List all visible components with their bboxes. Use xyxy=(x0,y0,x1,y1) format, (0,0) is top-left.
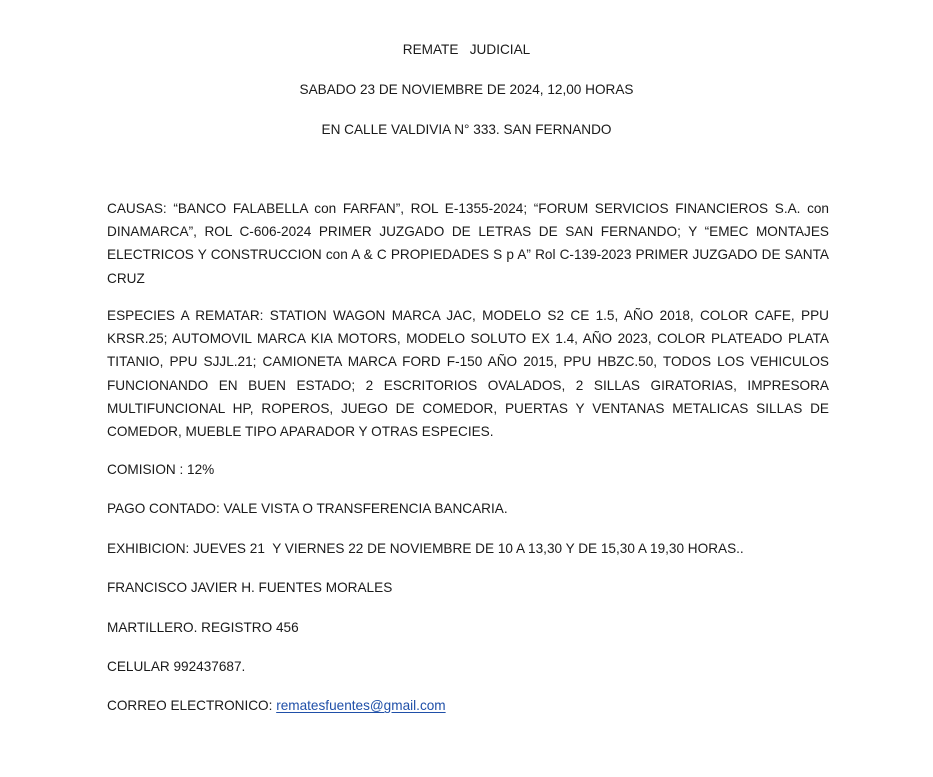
exhibicion-line: EXHIBICION: JUEVES 21 Y VIERNES 22 DE NOVIEMBRE DE 10 A 13,30 Y DE 15,30 A 19,30 HORAS.. xyxy=(107,541,744,556)
causas-paragraph: CAUSAS: “BANCO FALABELLA con FARFAN”, ROL E-1355-2024; “FORUM SERVICIOS FINANCIEROS S.A. con DINAMARCA”, ROL C-606-2024 PRIMER JUZGADO DE LETRAS DE SAN FERNANDO; Y “EMEC MONTAJES ELECTRICOS Y CONSTRUCCION con A & C PROPIEDADES S p A” Rol C-139-2023 PRIMER JUZGADO DE SANTA CRUZ xyxy=(107,201,829,286)
correo-label: CORREO ELECTRONICO: xyxy=(107,698,277,713)
martillero-registro-line: MARTILLERO. REGISTRO 456 xyxy=(107,620,299,635)
martillero-name-line: FRANCISCO JAVIER H. FUENTES MORALES xyxy=(107,580,393,595)
notice-location: EN CALLE VALDIVIA N° 333. SAN FERNANDO xyxy=(321,122,612,137)
celular-line: CELULAR 992437687. xyxy=(107,659,246,674)
notice-title: REMATE JUDICIAL xyxy=(402,42,531,57)
notice-date: SABADO 23 DE NOVIEMBRE DE 2024, 12,00 HORAS xyxy=(299,82,634,97)
comision-line: COMISION : 12% xyxy=(107,462,215,477)
especies-paragraph: ESPECIES A REMATAR: STATION WAGON MARCA JAC, MODELO S2 CE 1.5, AÑO 2018, COLOR CAFE, PPU KRSR.25; AUTOMOVIL MARCA KIA MOTORS, MODELO SOLUTO EX 1.4, AÑO 2023, COLOR PLATEADO PLATA TITANIO, PPU SJJL.21; CAMIONETA MARCA FORD F-150 AÑO 2015, PPU HBZC.50, TODOS LOS VEHICULOS FUNCIONANDO EN BUEN ESTADO; 2 ESCRITORIOS OVALADOS, 2 SILLAS GIRATORIAS, IMPRESORA MULTIFUNCIONAL HP, ROPEROS, JUEGO DE COMEDOR, PUERTAS Y VENTANAS METALICAS SILLAS DE COMEDOR, MUEBLE TIPO APARADOR Y OTRAS ESPECIES. xyxy=(107,308,829,440)
correo-line xyxy=(107,697,446,715)
pago-line: PAGO CONTADO: VALE VISTA O TRANSFERENCIA BANCARIA. xyxy=(107,501,508,516)
email-link[interactable]: rematesfuentes@gmail.com xyxy=(276,698,446,713)
